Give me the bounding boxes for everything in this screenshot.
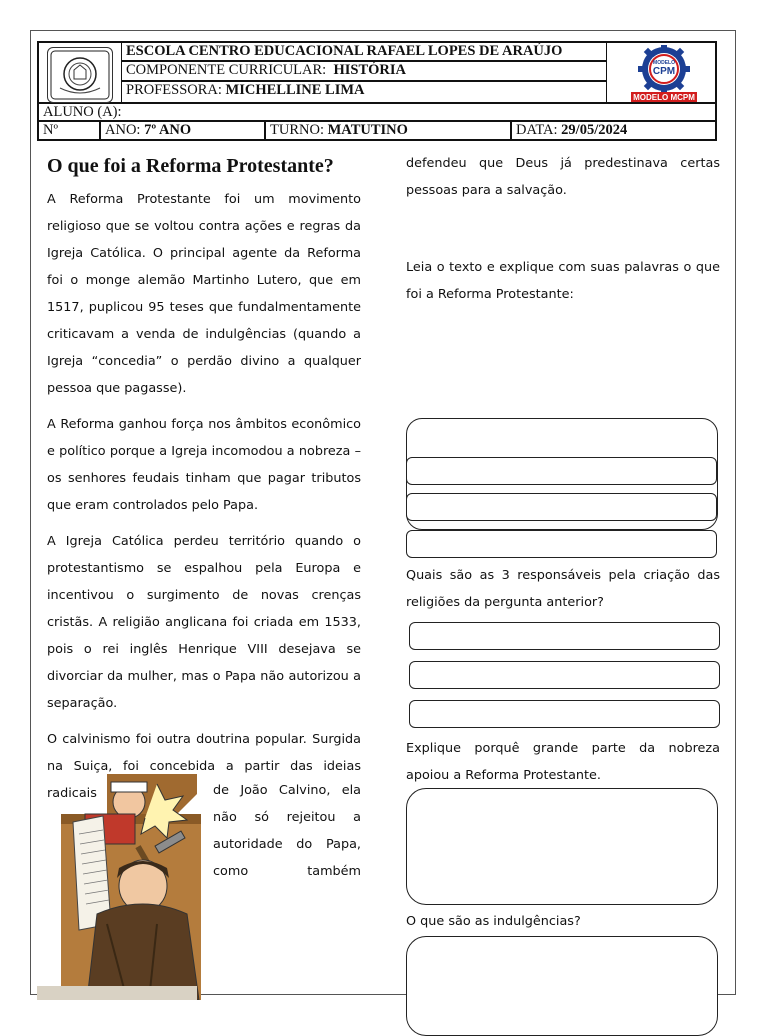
answer-area-4[interactable]: [406, 936, 718, 1036]
cpm-logo-banner: MODELO MCPM: [633, 93, 695, 102]
header-table: [37, 41, 717, 141]
school-name: ESCOLA CENTRO EDUCACIONAL RAFAEL LOPES DE ARAÚJO: [121, 41, 607, 61]
cpm-logo-mid-text: CPM: [652, 66, 676, 77]
question-4: O que são as indulgências?: [406, 914, 581, 929]
article-wrap-text: [213, 777, 361, 885]
turno-value: MATUTINO: [327, 122, 408, 138]
wrap-line-4: como também: [213, 864, 361, 879]
answer-line-1a[interactable]: [406, 457, 717, 485]
numero-field[interactable]: Nº: [37, 121, 100, 141]
componente-curricular: [121, 61, 607, 81]
article-paragraph-2: A Reforma ganhou força nos âmbitos econômico e político porque a Igreja incomodou a nobreza – os senhores feudais tinham que pagar tributos que eram controlados pelo Papa.: [47, 417, 361, 513]
questions-column: [406, 150, 720, 204]
wrap-line-1: de João Calvino, ela: [213, 783, 361, 798]
article-title: O que foi a Reforma Protestante?: [47, 155, 334, 177]
cpm-logo-top-text: MODELO: [653, 60, 675, 66]
article-paragraph-4: O calvinismo foi outra doutrina popular. Surgida na Suiça, foi concebida a partir das ideias radicais: [47, 732, 361, 801]
cpm-logo: [623, 45, 705, 103]
article-column: [47, 150, 361, 807]
componente-label: COMPONENTE CURRICULAR:: [126, 62, 327, 78]
data-field: [511, 121, 717, 141]
luther-cartoon-illustration: [37, 774, 203, 1000]
article-paragraph-1: A Reforma Protestante foi um movimento religioso que se voltou contra ações e regras da Igreja Católica. O principal agente da Reforma foi o monge alemão Martinho Lutero, que em 1517, puplicou 95 teses que fundalmentamente criticavam a venda de indulgências (quando a Igreja “concedia” o perdão divino a qualquer pessoa que pagasse).: [47, 192, 361, 396]
answer-line-1c[interactable]: [406, 530, 717, 558]
turno-label: TURNO:: [270, 122, 324, 138]
article-continuation: defendeu que Deus já predestinava certas pessoas para a salvação.: [406, 156, 720, 198]
componente-value: HISTÓRIA: [333, 62, 406, 78]
turno-field: [265, 121, 511, 141]
wrap-line-3: autoridade do Papa,: [213, 837, 361, 852]
wrap-line-2: não só rejeitou a: [213, 810, 361, 825]
question-2: Quais são as 3 responsáveis pela criação das religiões da pergunta anterior?: [406, 568, 720, 610]
ano-label: ANO:: [105, 122, 141, 138]
answer-area-3[interactable]: [406, 788, 718, 905]
aluno-field[interactable]: ALUNO (A):: [37, 103, 717, 121]
question-3: Explique porquê grande parte da nobreza apoiou a Reforma Protestante.: [406, 741, 720, 783]
answer-line-2a[interactable]: [409, 622, 720, 650]
data-value: 29/05/2024: [561, 122, 628, 138]
school-logo: [47, 47, 113, 103]
article-paragraph-3: A Igreja Católica perdeu território quando o protestantismo se espalhou pela Europa e incentivou o surgimento de novas crenças cristãs. A religião anglicana foi criada em 1533, pois o rei inglês Henrique VIII desejava se divorciar da mulher, mas o Papa não autorizou a separação.: [47, 534, 361, 711]
professora-value: MICHELLINE LIMA: [225, 82, 365, 98]
professora-label: PROFESSORA:: [126, 82, 222, 98]
data-label: DATA:: [516, 122, 558, 138]
answer-line-1b[interactable]: [406, 493, 717, 521]
answer-line-2c[interactable]: [409, 700, 720, 728]
answer-line-2b[interactable]: [409, 661, 720, 689]
question-1: Leia o texto e explique com suas palavras o que foi a Reforma Protestante:: [406, 260, 720, 302]
ano-field: [100, 121, 265, 141]
professora: [121, 81, 607, 103]
ano-value: 7º ANO: [144, 122, 192, 138]
